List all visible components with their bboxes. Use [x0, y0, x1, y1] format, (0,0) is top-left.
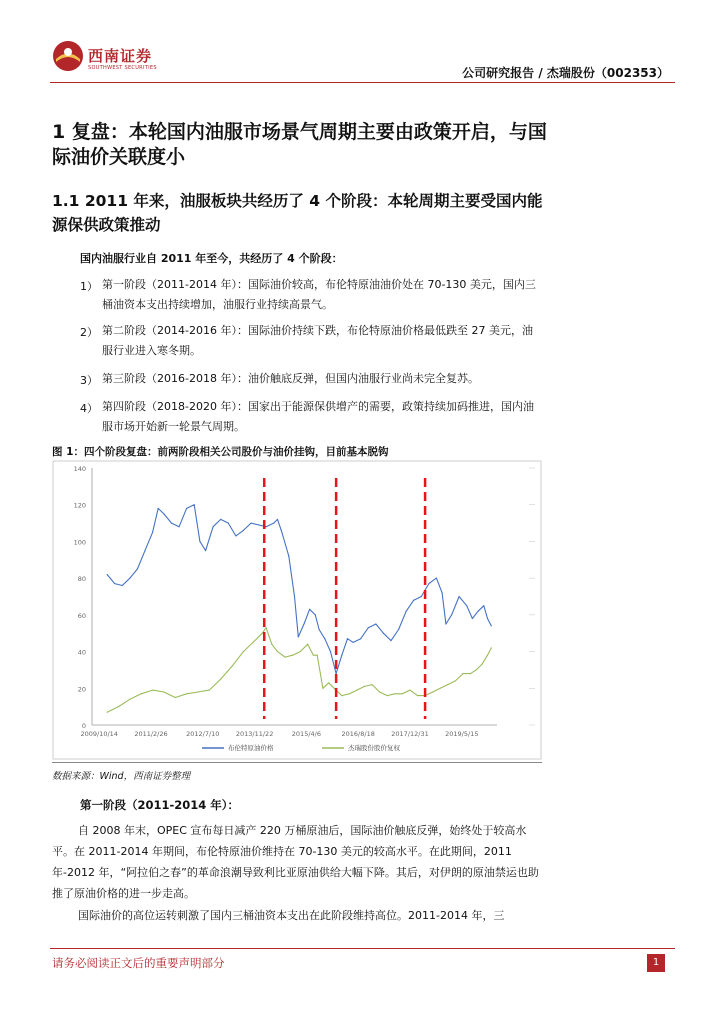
data-point: [459, 596, 460, 597]
figure-title: 图 1：四个阶段复盘：前两阶段相关公司股价与油价挂钩，目前基本脱钩: [52, 446, 389, 458]
data-point: [107, 574, 108, 575]
data-point: [243, 530, 244, 531]
data-point: [262, 633, 263, 634]
data-point: [491, 647, 492, 648]
logo-text: 西南证券: [88, 47, 153, 65]
data-point: [129, 699, 130, 700]
data-point: [491, 625, 492, 626]
paragraph: 国际油价的高位运转刺激了国内三桶油资本支出在此阶段维持高位。2011-2014 年，三: [78, 909, 505, 922]
data-point: [432, 691, 433, 692]
price-chart: [52, 460, 542, 760]
data-point: [273, 523, 274, 524]
figure-divider: [52, 762, 542, 763]
data-point: [281, 530, 282, 531]
data-point: [220, 519, 221, 520]
data-point: [347, 638, 348, 639]
data-point: [277, 651, 278, 652]
data-point: [254, 640, 255, 641]
company-logo: [52, 40, 84, 72]
y-tick-label: 140: [73, 465, 86, 473]
footer-disclaimer: 请务必阅读正文后的重要声明部分: [52, 956, 225, 970]
data-point: [284, 657, 285, 658]
data-point: [144, 550, 145, 551]
x-tick-label: 2015/4/6: [291, 730, 321, 738]
data-point: [372, 684, 373, 685]
data-point: [163, 513, 164, 514]
data-point: [440, 688, 441, 689]
x-tick-label: 2009/10/14: [80, 730, 118, 738]
chart-legend: [202, 743, 401, 752]
data-point: [356, 690, 357, 691]
subsection-heading: 1.1 2011 年来，油服板块共经历了 4 个阶段：本轮周期主要受国内能源保供政策推动: [52, 192, 543, 234]
data-point: [409, 690, 410, 691]
data-point: [417, 695, 418, 696]
data-point: [368, 627, 369, 628]
page-number: 1: [647, 954, 665, 972]
data-point: [300, 651, 301, 652]
data-point: [428, 583, 429, 584]
data-point: [364, 686, 365, 687]
x-tick-label: 2017/12/31: [391, 730, 429, 738]
list-number: 3）: [80, 374, 98, 387]
data-point: [266, 627, 267, 628]
report-label: 公司研究报告 / 杰瑞股份（002353）: [462, 66, 669, 80]
intro-text: 国内油服行业自 2011 年至今，共经历了 4 个阶段：: [80, 252, 343, 265]
x-tick-label: 2013/11/22: [235, 730, 274, 738]
section-heading: 1 复盘：本轮国内油服市场景气周期主要由政策开启，与国际油价关联度小: [52, 121, 547, 168]
data-point: [199, 541, 200, 542]
list-item: 第一阶段（2011-2014 年）：国际油价较高，布伦特原油油价处在 70-130 美元，国内三桶油资本支出持续增加，油服行业持续高景气。: [102, 278, 536, 311]
data-point: [324, 638, 325, 639]
data-point: [436, 578, 437, 579]
list-item: 第二阶段（2014-2016 年）：国际油价持续下跌，布伦特原油价格最低跌至 27 美元，油服行业进入寒冬期。: [102, 324, 533, 357]
data-point: [341, 655, 342, 656]
data-point: [462, 673, 463, 674]
data-point: [487, 655, 488, 656]
data-point: [118, 706, 119, 707]
data-point: [470, 673, 471, 674]
data-point: [472, 618, 473, 619]
data-point: [137, 568, 138, 569]
chart-frame: [53, 461, 541, 759]
stage-dividers: [264, 478, 425, 719]
data-point: [266, 526, 267, 527]
data-point: [231, 666, 232, 667]
y-tick-label: 0: [81, 722, 86, 730]
data-point: [158, 508, 159, 509]
data-point: [383, 633, 384, 634]
list-item: 第三阶段（2016-2018 年）：油价触底反弹，但国内油服行业尚未完全复苏。: [102, 372, 479, 385]
chart-axes: [53, 461, 541, 759]
chart-series: [107, 504, 492, 713]
x-tick-label: 2012/7/10: [186, 730, 220, 738]
data-point: [197, 691, 198, 692]
x-tick-label: 2019/5/15: [445, 730, 479, 738]
data-point: [413, 600, 414, 601]
data-point: [114, 583, 115, 584]
data-point: [194, 504, 195, 505]
paragraph: 自 2008 年末，OPEC 宣布每日减产 220 万桶原油后，国际油价触底反弹，始终处于较高水平。在 2011-2014 年期间，布伦特原油价维持在 70-130 美元的较高水平。在此期间，2011 年-2012 年，“阿拉伯之春”的革命浪潮导致利比亚原油供给大幅下降。其后，对伊朗的原油禁运也助推了原油价格的进一步走高。: [52, 824, 539, 900]
data-point: [375, 623, 376, 624]
series-line-0: [107, 505, 491, 674]
data-point: [317, 655, 318, 656]
data-point: [129, 578, 130, 579]
data-point: [220, 679, 221, 680]
data-point: [445, 623, 446, 624]
data-point: [228, 523, 229, 524]
data-point: [447, 684, 448, 685]
data-point: [235, 535, 236, 536]
data-point: [476, 669, 477, 670]
data-point: [179, 526, 180, 527]
data-point: [421, 596, 422, 597]
data-point: [163, 691, 164, 692]
data-point: [483, 605, 484, 606]
data-point: [309, 609, 310, 610]
data-point: [205, 550, 206, 551]
y-tick-label: 40: [77, 648, 86, 657]
data-point: [186, 693, 187, 694]
data-point: [152, 532, 153, 533]
data-point: [152, 690, 153, 691]
data-point: [141, 693, 142, 694]
data-point: [313, 655, 314, 656]
data-point: [379, 691, 380, 692]
legend-label: 布伦特原油价格: [228, 744, 274, 752]
header-divider: [50, 82, 675, 83]
logo-subtitle: SOUTHWEST SECURITIES: [88, 65, 157, 71]
data-point: [122, 585, 123, 586]
data-point: [466, 605, 467, 606]
data-point: [487, 618, 488, 619]
data-point: [243, 651, 244, 652]
data-point: [213, 526, 214, 527]
data-point: [334, 688, 335, 689]
data-point: [288, 556, 289, 557]
data-point: [319, 629, 320, 630]
data-point: [442, 592, 443, 593]
y-tick-label: 20: [77, 685, 86, 694]
data-point: [298, 636, 299, 637]
data-point: [353, 642, 354, 643]
data-point: [394, 693, 395, 694]
list-number: 1）: [80, 280, 98, 293]
x-tick-label: 2011/2/26: [134, 730, 168, 738]
y-tick-label: 100: [73, 538, 86, 547]
data-point: [481, 664, 482, 665]
data-point: [307, 644, 308, 645]
data-point: [349, 693, 350, 694]
data-point: [322, 688, 323, 689]
data-point: [258, 524, 259, 525]
data-point: [328, 682, 329, 683]
data-point: [175, 697, 176, 698]
data-point: [387, 695, 388, 696]
data-point: [294, 596, 295, 597]
list-item: 第四阶段（2018-2020 年）：国家出于能源保供增产的需要，政策持续加码推进，国内油服市场开始新一轮景气周期。: [102, 400, 534, 433]
data-point: [360, 638, 361, 639]
data-point: [250, 523, 251, 524]
data-point: [406, 611, 407, 612]
data-point: [398, 629, 399, 630]
data-point: [303, 623, 304, 624]
list-number: 4）: [80, 402, 98, 415]
stage-heading: 第一阶段（2011-2014 年）：: [80, 798, 240, 812]
data-point: [478, 611, 479, 612]
data-point: [455, 680, 456, 681]
data-point: [330, 651, 331, 652]
figure-source: 数据来源：Wind，西南证券整理: [52, 771, 191, 782]
data-point: [171, 523, 172, 524]
legend-label: 杰瑞股份股价复权: [348, 744, 400, 752]
y-tick-label: 80: [77, 575, 86, 584]
data-point: [209, 690, 210, 691]
data-point: [341, 695, 342, 696]
data-point: [315, 614, 316, 615]
footer-divider: [50, 948, 675, 949]
data-point: [292, 655, 293, 656]
data-point: [390, 640, 391, 641]
data-point: [107, 712, 108, 713]
list-number: 2）: [80, 326, 98, 339]
x-tick-label: 2016/8/18: [341, 730, 375, 738]
data-point: [451, 614, 452, 615]
series-line-1: [107, 628, 491, 713]
y-tick-label: 120: [73, 501, 86, 510]
data-point: [402, 693, 403, 694]
y-tick-label: 60: [77, 611, 86, 620]
data-point: [186, 508, 187, 509]
data-point: [277, 519, 278, 520]
data-point: [271, 644, 272, 645]
